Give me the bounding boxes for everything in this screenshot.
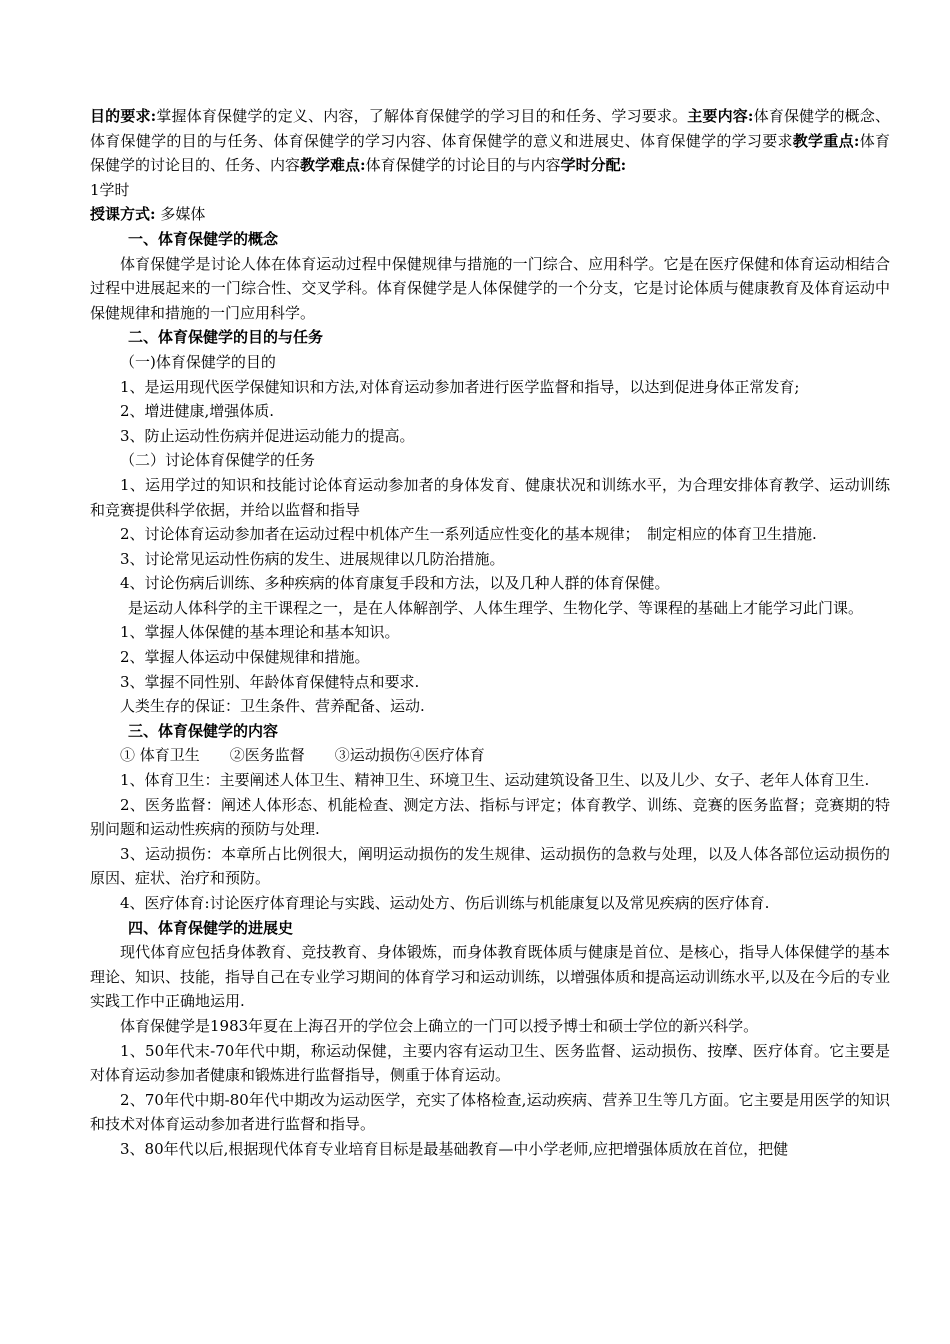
document-page	[90, 104, 890, 1162]
section-2-sub1-title: （一)体育保健学的目的	[120, 352, 276, 371]
section-2-sub1-item: 1、是运用现代医学保健知识和方法,对体育运动参加者进行医学监督和指导，以达到促进身体正常发育;	[120, 377, 800, 396]
section-3-item: 1、体育卫生：主要阐述人体卫生、精神卫生、环境卫生、运动建筑设备卫生、以及儿少、女子、老年人体育卫生.	[120, 771, 870, 790]
section-2-sub1-item: 2、增进健康,增强体质.	[120, 402, 275, 421]
content-text: 体育保健学的概念、体育保健学的目的与任务、体育保健学的学习内容、体育保健学的意义和进展史、体育保健学的学习要求	[90, 107, 890, 150]
key-text: 体育保健学的讨论目的、任务、内容	[90, 131, 890, 175]
section-2-title: 二、体育保健学的目的与任务	[128, 328, 324, 347]
section-3-title: 三、体育保健学的内容	[128, 721, 279, 740]
section-2-main-paragraph: 是运动人体科学的主干课程之一，是在人体解剖学、人体生理学、生物化学、等课程的基础上才能学习此门课。	[128, 598, 864, 617]
section-3-list-item: ③运动损伤④医疗体育	[334, 746, 485, 765]
section-2-requirement-item: 1、掌握人体保健的基本理论和基本知识。	[120, 623, 400, 642]
section-2-requirement-item: 3、掌握不同性别、年龄体育保健特点和要求.	[120, 672, 420, 691]
section-1-title: 一、体育保健学的概念	[128, 229, 279, 248]
goal-label: 目的要求:	[90, 107, 157, 125]
section-2-sub1-item: 3、防止运动性伤病并促进运动能力的提高。	[120, 426, 415, 445]
time-label: 学时分配:	[560, 156, 627, 175]
section-3-list-item: ②医务监督	[229, 746, 305, 765]
section-3-list-item: ① 体育卫生	[120, 746, 200, 765]
section-2-sub2-item: 2、讨论体育运动参加者在运动过程中机体产生一系列适应性变化的基本规律； 制定相应的体育卫生措施.	[120, 525, 817, 544]
difficulty-text: 体育保健学的讨论目的与内容	[365, 156, 561, 175]
section-2-survival-line: 人类生存的保证：卫生条件、营养配备、运动.	[120, 697, 425, 716]
section-4-item: 1、50年代末-70年代中期，称运动保健，主要内容有运动卫生、医务监督、运动损伤、按摩、医疗体育。它主要是对体育运动参加者健康和锻炼进行监督指导，侧重于体育运动。	[90, 1041, 890, 1085]
section-4-title: 四、体育保健学的进展史	[128, 918, 294, 937]
goal-text: 掌握体育保健学的定义、内容，了解体育保健学的学习目的和任务、学习要求。	[156, 107, 688, 125]
section-2-sub2-item: 1、运用学过的知识和技能讨论体育运动参加者的身体发育、健康状况和训练水平，为合理安排体育教学、运动训练和竞赛提供科学依据，并给以监督和指导	[90, 475, 890, 519]
method-text: 多媒体	[160, 205, 206, 224]
section-3-item: 4、医疗体育:讨论医疗体育理论与实践、运动处方、伤后训练与机能康复以及常见疾病的医疗体育.	[120, 894, 770, 912]
difficulty-label: 教学难点:	[300, 156, 366, 175]
section-3-list	[90, 743, 890, 768]
section-4-item: 3、80年代以后,根据现代体育专业培育目标是最基础教育—中小学老师,应把增强体质放在首位，把健	[120, 1139, 789, 1158]
key-label: 教学重点:	[792, 131, 860, 150]
method-line	[90, 202, 890, 227]
section-1-paragraph: 体育保健学是讨论人体在体育运动过程中保健规律与措施的一门综合、应用科学。它是在医疗保健和体育运动相结合过程中进展起来的一门综合性、交叉学科。体育保健学是人体保健学的一个分支，它是讨论体质与健康教育及体育运动中保健规律和措施的一门应用科学。	[90, 254, 890, 322]
section-4-paragraph: 体育保健学是1983年夏在上海召开的学位会上确立的一门可以授予博士和硕士学位的新兴科学。	[120, 1016, 759, 1035]
section-2-sub2-item: 3、讨论常见运动性伤病的发生、进展规律以几防治措施。	[120, 549, 505, 568]
section-2-sub2-title: （二）讨论体育保健学的任务	[120, 451, 316, 470]
method-label: 授课方式:	[90, 205, 156, 224]
intro-paragraph	[90, 104, 890, 202]
section-2-requirement-item: 2、掌握人体运动中保健规律和措施。	[120, 648, 370, 667]
time-text: 1学时	[90, 180, 130, 199]
section-4-item: 2、70年代中期-80年代中期改为运动医学，充实了体格检查,运动疾病、营养卫生等几方面。它主要是用医学的知识和技术对体育运动参加者进行监督和指导。	[90, 1090, 890, 1134]
section-3-item: 3、运动损伤：本章所占比例很大，阐明运动损伤的发生规律、运动损伤的急救与处理，以及人体各部位运动损伤的原因、症状、治疗和预防。	[90, 844, 890, 888]
section-4-paragraph: 现代体育应包括身体教育、竞技教育、身体锻炼，而身体教育既体质与健康是首位、是核心，指导人体保健学的基本理论、知识、技能，指导自己在专业学习期间的体育学习和运动训练，以增强体质和提高运动训练水平,以及在今后的专业实践工作中正确地运用.	[90, 943, 890, 1011]
section-2-sub2-item: 4、讨论伤病后训练、多种疾病的体育康复手段和方法，以及几种人群的体育保健。	[120, 574, 670, 593]
section-3-item: 2、医务监督：阐述人体形态、机能检查、测定方法、指标与评定；体育教学、训练、竞赛的医务监督；竞赛期的特别问题和运动性疾病的预防与处理.	[90, 795, 890, 839]
content-label: 主要内容:	[687, 107, 754, 125]
